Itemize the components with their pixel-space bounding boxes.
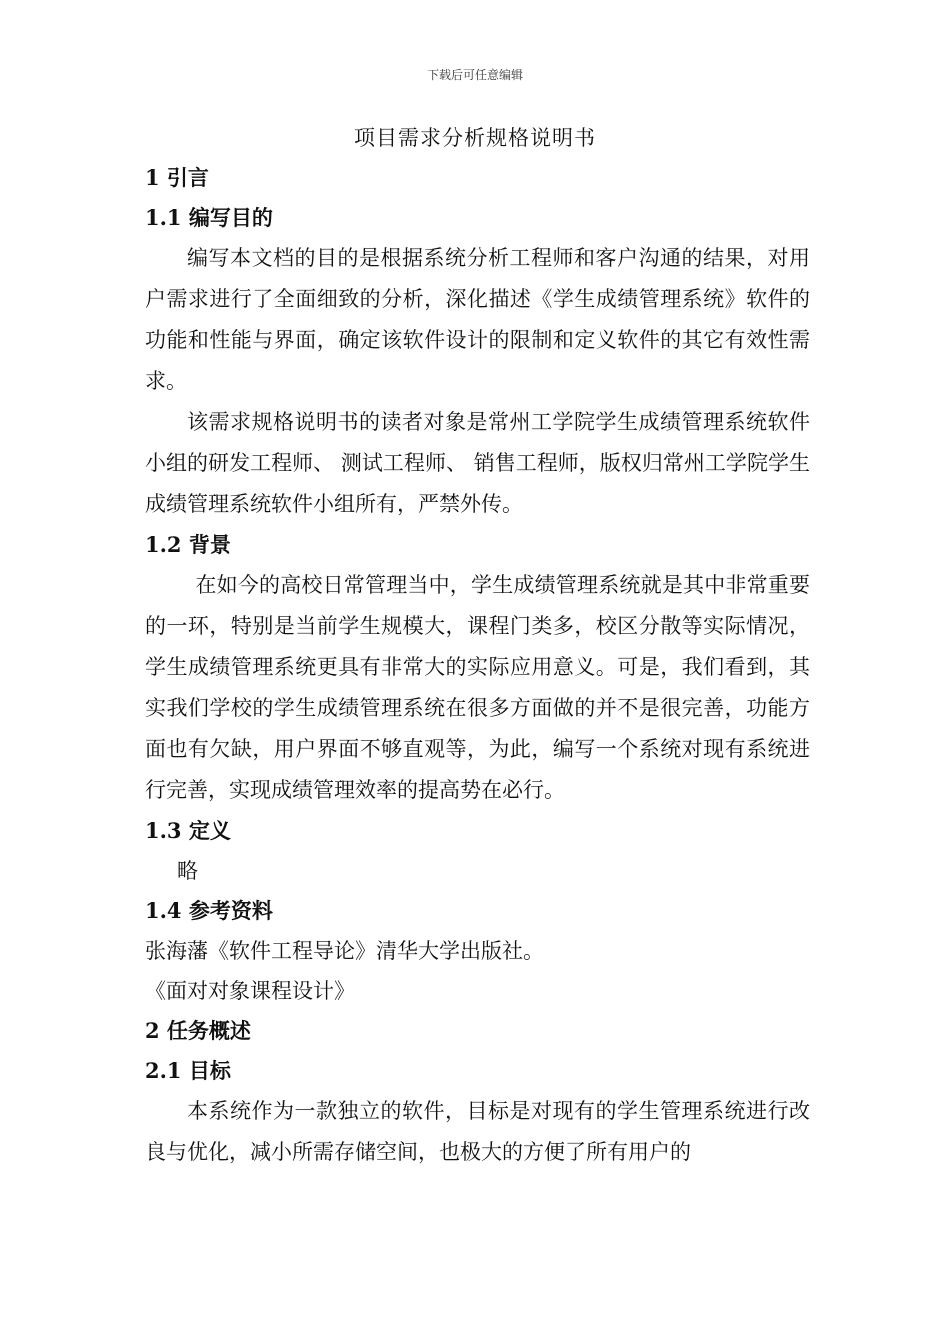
header-note: 下载后可任意编辑 xyxy=(426,68,523,82)
heading-references: 1.4 参考资料 xyxy=(145,898,273,923)
paragraph-goals: 本系统作为一款独立的软件，目标是对现有的学生管理系统进行改良与优化，减小所需存储空间，也极大的方便了所有用户的 xyxy=(145,1099,810,1164)
heading-task-overview: 2 任务概述 xyxy=(145,1018,251,1043)
document-title: 项目需求分析规格说明书 xyxy=(354,126,596,150)
paragraph-definitions: 略 xyxy=(177,859,198,883)
document-body xyxy=(145,158,810,1173)
heading-purpose: 1.1 编写目的 xyxy=(145,205,273,230)
heading-definitions: 1.3 定义 xyxy=(145,818,231,843)
paragraph-purpose-2: 该需求规格说明书的读者对象是常州工学院学生成绩管理系统软件小组的研发工程师、 测试工程师、 销售工程师，版权归常州工学院学生成绩管理系统软件小组所有，严禁外传。 xyxy=(145,410,810,516)
heading-goals: 2.1 目标 xyxy=(145,1058,231,1083)
reference-item-2: 《面对对象课程设计》 xyxy=(145,979,355,1003)
paragraph-purpose-1: 编写本文档的目的是根据系统分析工程师和客户沟通的结果，对用户需求进行了全面细致的分析，深化描述《学生成绩管理系统》软件的功能和性能与界面，确定该软件设计的限制和定义软件的其它有效性需求。 xyxy=(145,246,810,393)
paragraph-background: 在如今的高校日常管理当中，学生成绩管理系统就是其中非常重要的一环，特别是当前学生规模大，课程门类多，校区分散等实际情况，学生成绩管理系统更具有非常大的实际应用意义。可是，我们看到，其实我们学校的学生成绩管理系统在很多方面做的并不是很完善，功能方面也有欠缺，用户界面不够直观等，为此，编写一个系统对现有系统进行完善，实现成绩管理效率的提高势在必行。 xyxy=(145,573,810,802)
reference-item-1: 张海藩《软件工程导论》清华大学出版社。 xyxy=(145,939,544,963)
heading-introduction: 1 引言 xyxy=(145,165,209,190)
heading-background: 1.2 背景 xyxy=(145,532,231,557)
